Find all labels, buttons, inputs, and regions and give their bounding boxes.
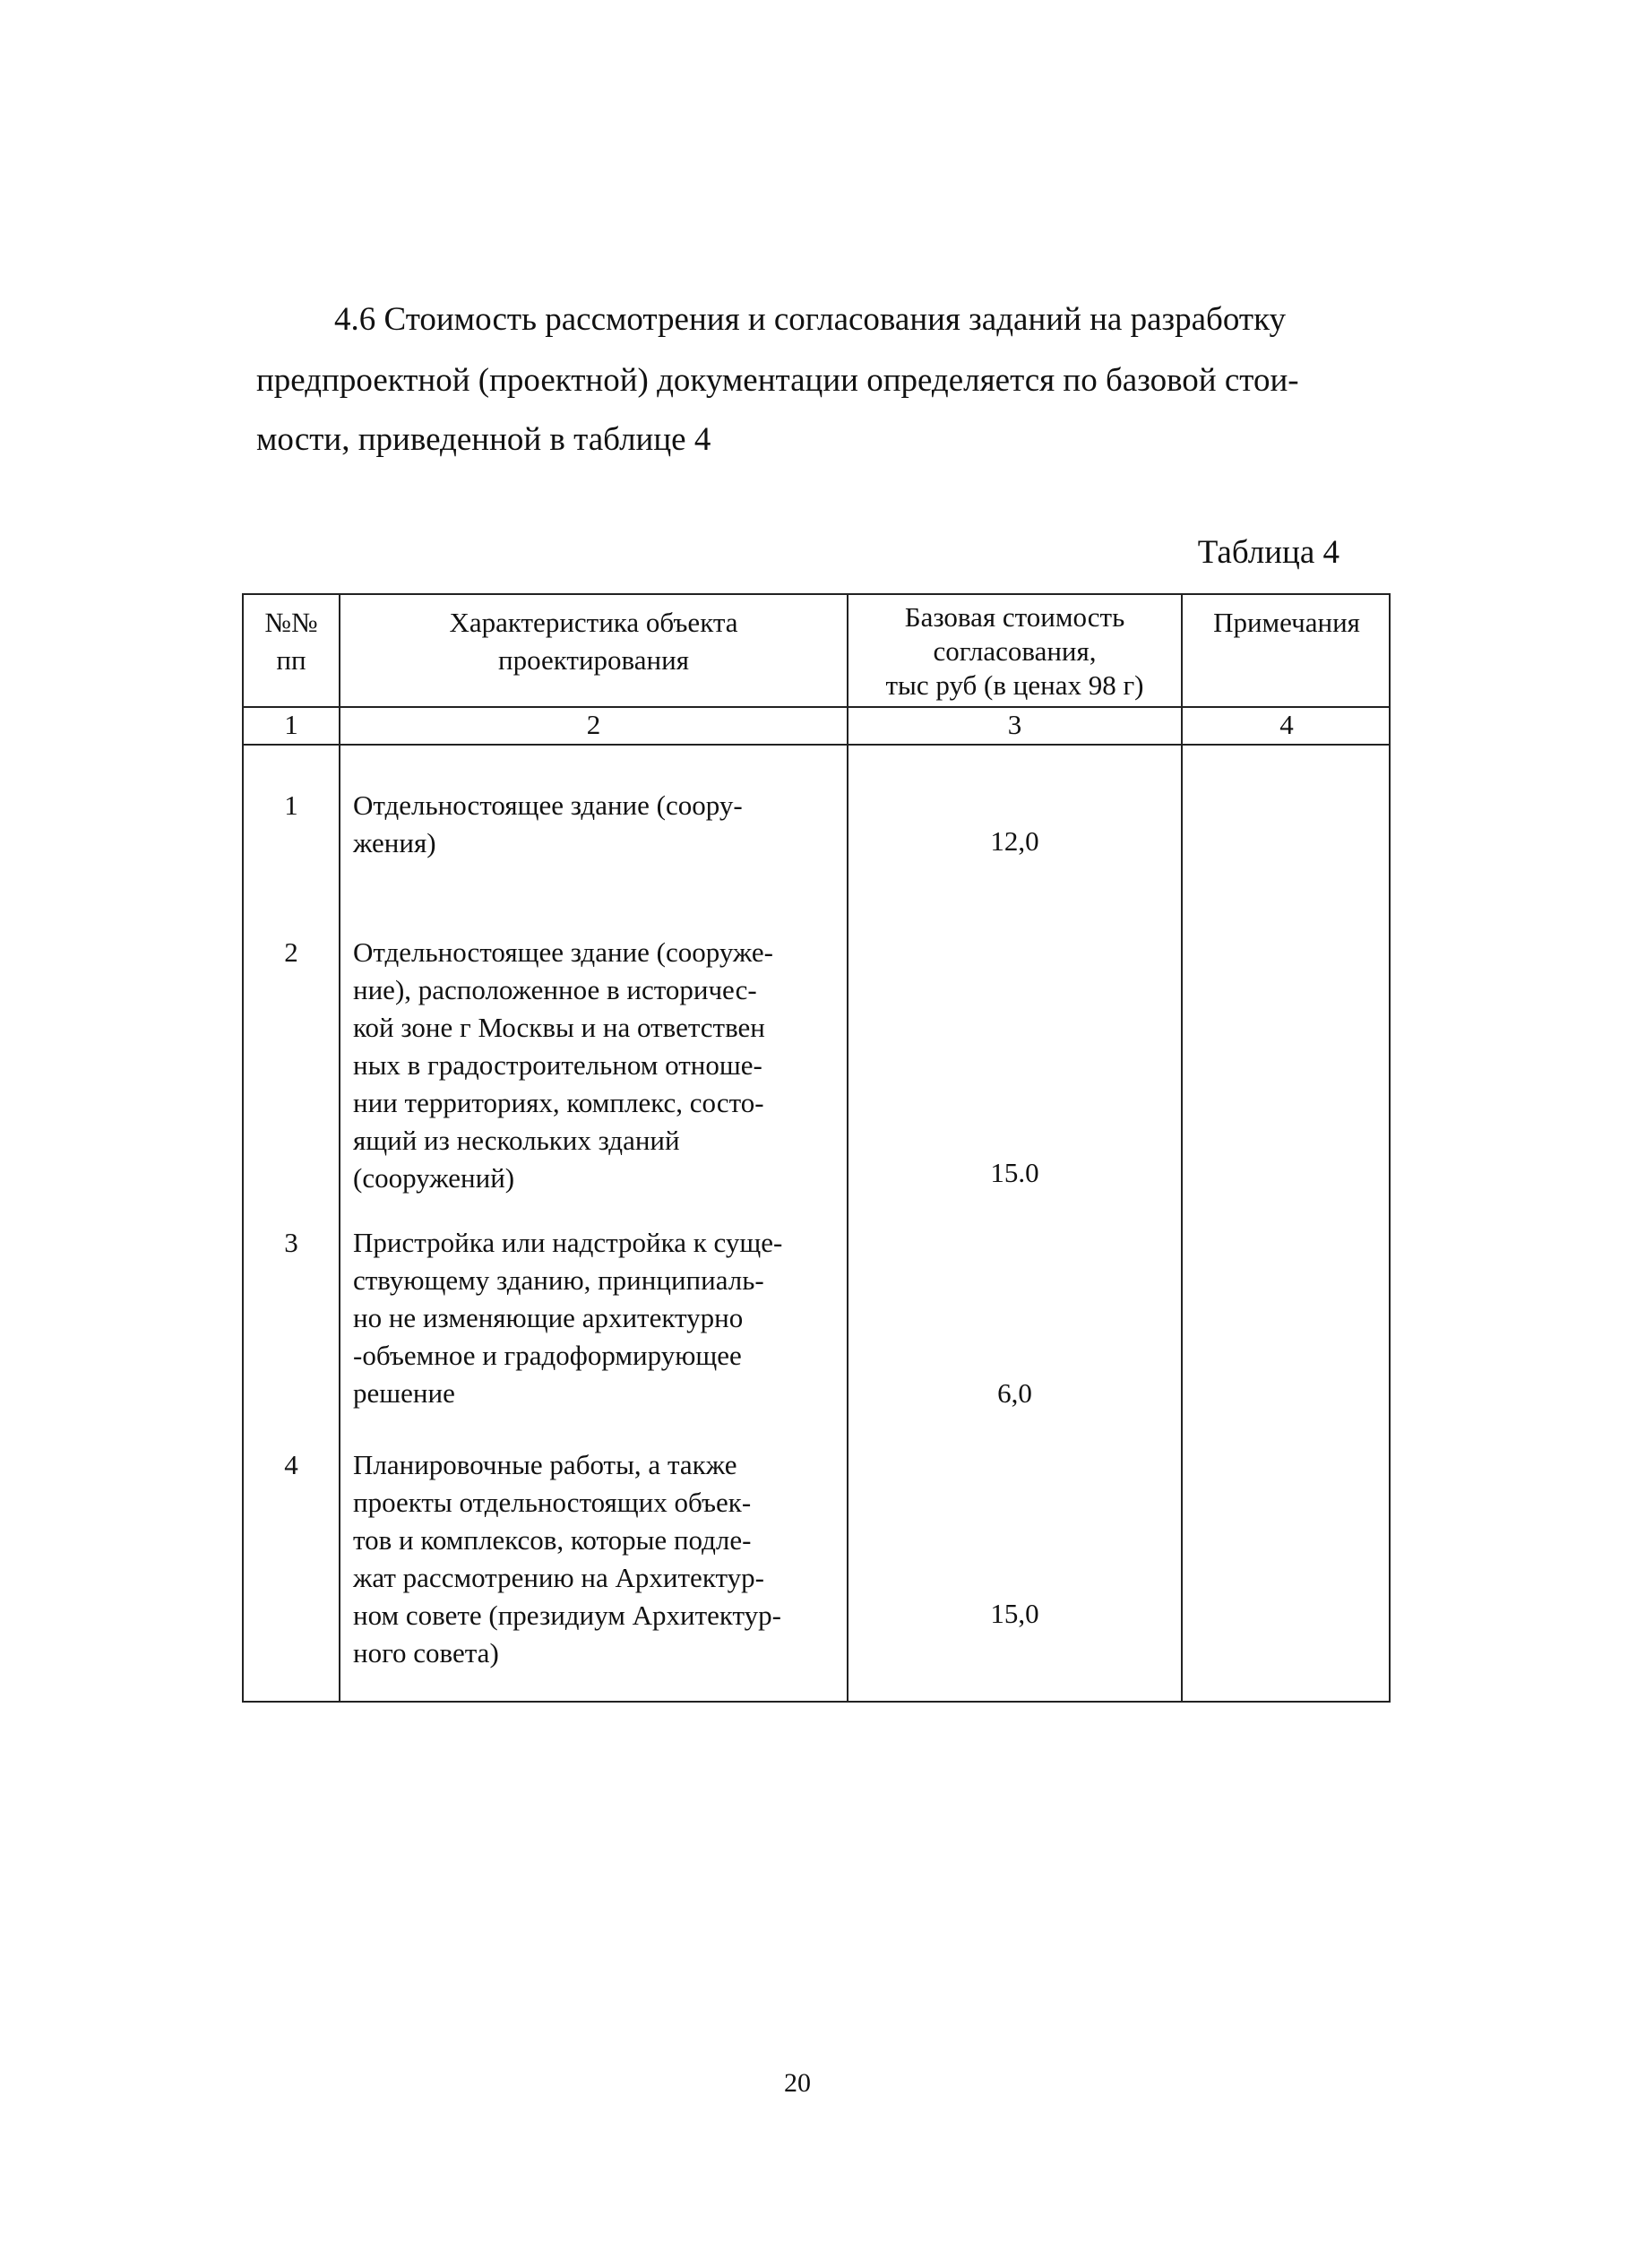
paragraph-line-2: предпроектной (проектной) документации определяется по базовой стои- [256, 362, 1299, 399]
row-1-number: 1 [284, 789, 298, 821]
column-number-1: 1 [284, 709, 298, 740]
cost-table [242, 593, 1391, 1703]
row-4-cost: 15,0 [990, 1598, 1039, 1629]
row-3-cost: 6,0 [997, 1377, 1032, 1409]
column-number-4: 4 [1279, 709, 1294, 740]
page-number: 20 [784, 2068, 811, 2098]
row-2-cost: 15.0 [990, 1157, 1039, 1188]
table-caption: Таблица 4 [1197, 534, 1339, 571]
header-notes: Примечания [1213, 607, 1360, 638]
paragraph-line-3: мости, приведенной в таблице 4 [256, 421, 711, 458]
row-1-cost: 12,0 [990, 825, 1039, 857]
header-base-cost: Базовая стоимость согласования, тыс руб (в ценах 98 г) [885, 601, 1144, 701]
row-4-number: 4 [284, 1449, 298, 1480]
row-4-description: Планировочные работы, а также проекты отдельностоящих объек- тов и комплексов, которые подле- жат рассмотрению на Архитектур- ном совете (президиум Архитектур- ного совета) [353, 1449, 782, 1669]
header-characteristic: Характеристика объекта проектирования [449, 607, 738, 676]
row-3-description: Пристройка или надстройка к суще- ствующему зданию, принципиаль- но не изменяющие архитектурно -объемное и градоформирующее решение [353, 1227, 783, 1409]
paragraph-line-1: 4.6 Стоимость рассмотрения и согласования заданий на разработку [334, 301, 1287, 338]
row-2-description: Отдельностоящее здание (сооруже- ние), расположенное в историчес- кой зоне г Москвы и на ответствен ных в градостроительном отноше- нии территориях, комплекс, состо- ящий из нескольких зданий (сооружений) [353, 936, 773, 1194]
row-3-number: 3 [284, 1227, 298, 1258]
row-1-description: Отдельностоящее здание (соору- жения) [353, 789, 743, 858]
header-number: №№ пп [264, 607, 318, 676]
column-number-3: 3 [1007, 709, 1022, 740]
column-number-2: 2 [586, 709, 601, 740]
row-2-number: 2 [284, 936, 298, 968]
